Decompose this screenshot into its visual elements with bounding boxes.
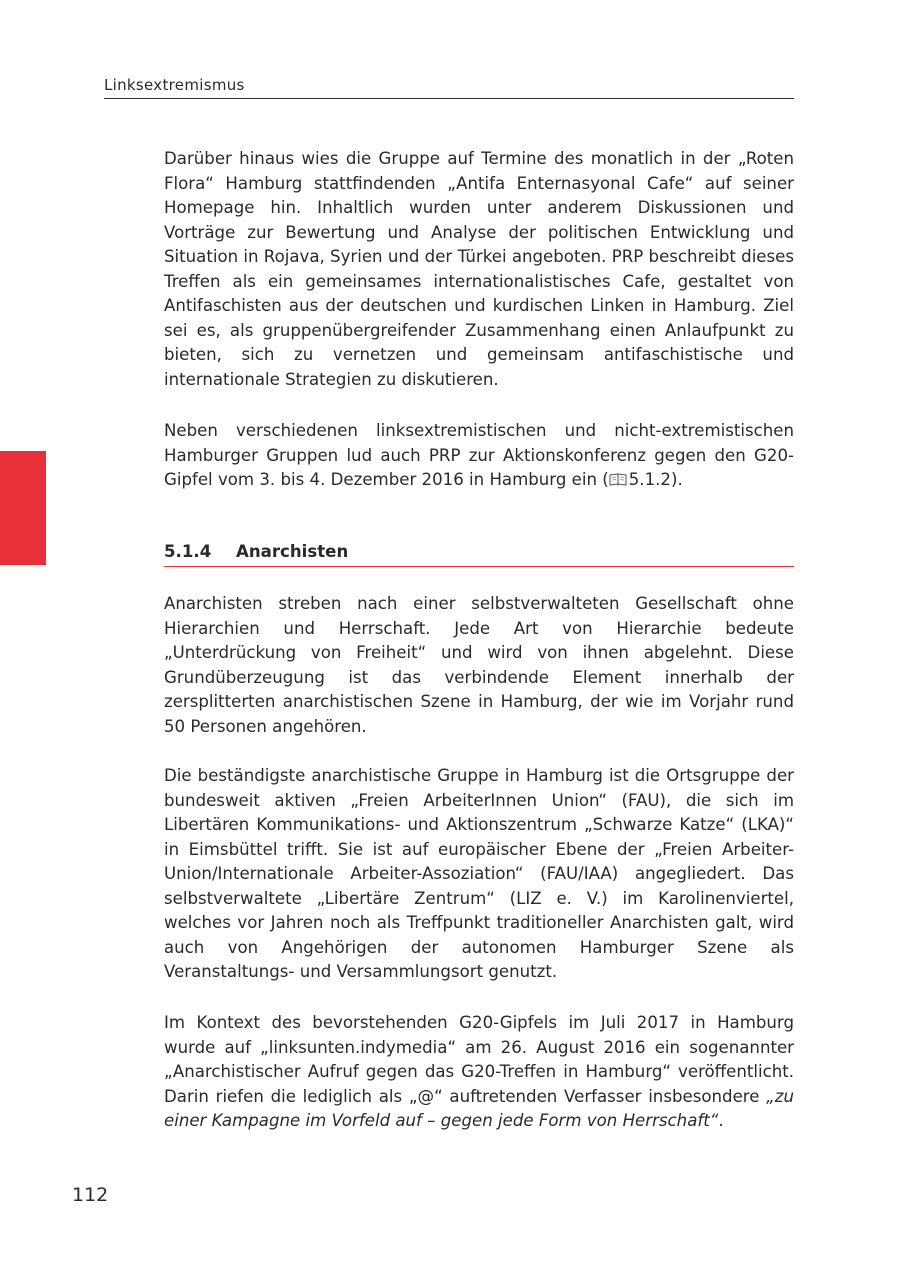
- paragraph-g20-aufruf: [164, 1011, 794, 1134]
- book-icon: [609, 473, 627, 486]
- header-rule: [104, 98, 794, 99]
- paragraph-fau: Die beständigste anarchistische Gruppe in Hamburg ist die Ortsgruppe der bundesweit aktiven „Freien ArbeiterInnen Union“ (FAU), die sich im Libertären Kommunikations- und Aktionszentrum „Schwarze Katze“ (LKA)“ in Eimsbüttel trifft. Sie ist auf europäischer Ebene der „Freien Arbeiter-Union/Internationale Arbeiter-Assoziation“ (FAU/IAA) angegliedert. Das selbstverwaltete „Libertäre Zentrum“ (LIZ e. V.) im Karolinenviertel, welches vor Jahren noch als Treffpunkt traditioneller Anarchisten galt, wird auch von Angehörigen der autonomen Hamburger Szene als Veranstaltungs- und Versammlungsort genutzt.: [164, 766, 794, 981]
- section-heading: [164, 542, 794, 567]
- paragraph-aktionskonferenz: [164, 419, 794, 493]
- section-title: Anarchisten: [236, 542, 349, 561]
- paragraph-closing: .: [718, 1111, 724, 1130]
- paragraph-text: Im Kontext des bevorstehenden G20-Gipfels im Juli 2017 in Hamburg wurde auf „linksunten.indymedia“ am 26. August 2016 ein sogenannter „Anarchistischer Aufruf gegen das G20-Treffen in Hamburg“ veröffentlicht. Darin riefen die lediglich als „@“ auftretenden Verfasser insbesondere: [164, 1013, 794, 1106]
- section-number: 5.1.4: [164, 542, 212, 561]
- cross-reference-link[interactable]: 5.1.2: [628, 470, 671, 489]
- paragraph-closing: ).: [670, 470, 683, 489]
- italic-quote: „zu einer Kampagne im Vorfeld auf – gegen jede Form von Herrschaft“: [164, 1086, 794, 1130]
- running-title: Linksextremismus: [104, 76, 245, 94]
- paragraph-antifa-cafe: Darüber hinaus wies die Gruppe auf Termine des monatlich in der „Roten Flora“ Hamburg stattfindenden „Antifa Enternasyonal Cafe“ auf seiner Homepage hin. Inhaltlich wurden unter anderem Diskussionen und Vorträge zur Bewertung und Analyse der politischen Entwicklung und Situation in Rojava, Syrien und der Türkei angeboten. PRP beschreibt dieses Treffen als ein gemeinsames internationalistisches Cafe, gestaltet von Antifaschisten aus der deutschen und kurdischen Linken in Hamburg. Ziel sei es, als gruppenübergreifender Zusammenhang einen Anlaufpunkt zu bieten, sich zu vernetzen und gemeinsam antifaschistische und internationale Strategien zu diskutieren.: [164, 149, 795, 389]
- chapter-thumb-tab: [0, 451, 46, 565]
- paragraph-text: Neben verschiedenen linksextremistischen und nicht-extremistischen Hamburger Gruppen lud auch PRP zur Aktionskonferenz gegen den G20-Gipfel vom 3. bis 4. Dezember 2016 in Hamburg ein (: [164, 421, 794, 489]
- paragraph-anarchisten-intro: Anarchisten streben nach einer selbstverwalteten Gesellschaft ohne Hierarchien und Herrschaft. Jede Art von Hierarchie bedeute „Unterdrückung von Freiheit“ und wird von ihnen abgelehnt. Diese Grundüberzeugung ist das verbindende Element innerhalb der zersplitterten anarchistischen Szene in Hamburg, der wie im Vorjahr rund 50 Personen angehören.: [164, 594, 794, 736]
- page-number: 112: [72, 1184, 109, 1206]
